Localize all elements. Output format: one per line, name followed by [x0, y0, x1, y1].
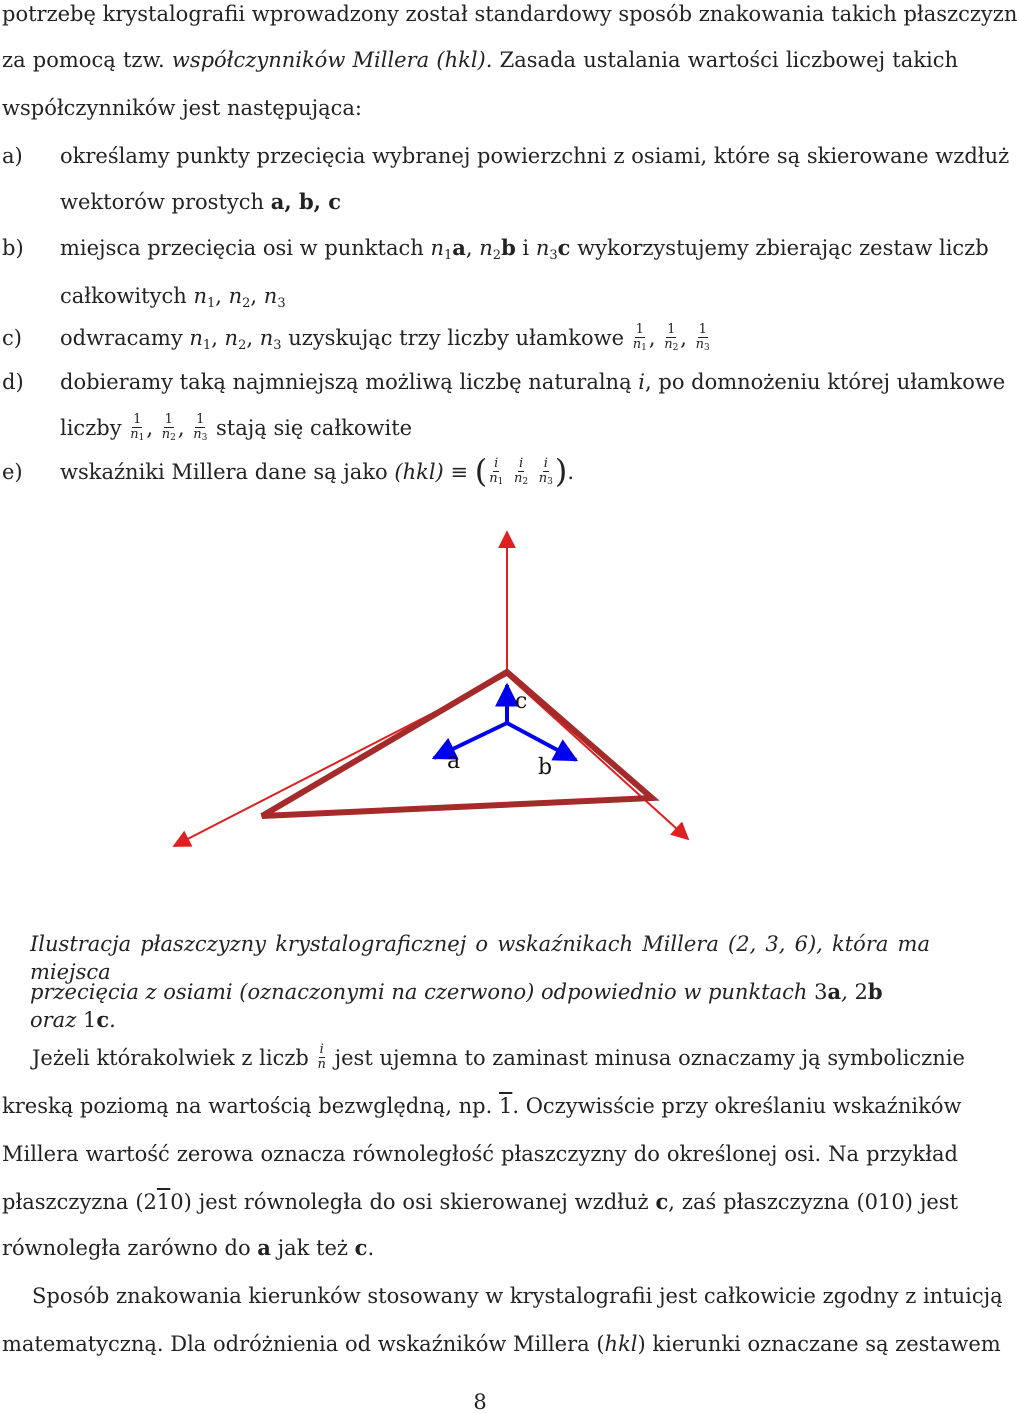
label-c: c — [515, 689, 528, 714]
axis-b — [507, 675, 688, 839]
list-item-e: e) wskaźniki Millera dane są jako (hkl) ≡ ( $\frac{i}{n_1}$ $\frac{i}{n_2}$ $\frac{i}{n_3}$ ). — [2, 451, 575, 490]
para2-line5: równoległa zarówno do a jak też c. — [2, 1235, 375, 1260]
para2-line2: kreską poziomą na wartością bezwględną, np. 1. Oczywisście przy określaniu wskaźników — [2, 1094, 962, 1118]
list-item-b-cont: całkowitych $n_1$, $n_2$, $n_3$ — [60, 284, 286, 311]
para3-line2: matematyczną. Dla odróżnienia od wskaźników Millera (hkl) kierunki oznaczane są zestawem — [2, 1332, 1001, 1356]
fraction-1-n1: $\frac{1}{n_1}$ — [632, 322, 647, 353]
para2-line1: Jeżeli którakolwiek z liczb $\frac{i}{n}$ jest ujemna to zaminast minusa oznaczamy ją symbolicznie — [32, 1042, 965, 1072]
para1-line2: za pomocą tzw. współczynników Millera (hkl). Zasada ustalania wartości liczbowej takich — [2, 48, 958, 72]
label-b: b — [538, 755, 553, 780]
para2-line4: płaszczyzna (210) jest równoległa do osi skierowanej wzdłuż c, zaś płaszczyzna (010) jest — [2, 1189, 959, 1214]
fraction-1-n2: $\frac{1}{n_2}$ — [664, 322, 679, 353]
vector-a — [434, 723, 507, 758]
para2-line3: Millera wartość zerowa oznacza równoległość płaszczyzny do określonej osi. Na przykład — [2, 1142, 958, 1166]
page-number: 8 — [473, 1390, 487, 1414]
figure-caption-line2: przecięcia z osiami (oznaczonymi na czerwono) odpowiednio w punktach 3a, 2b oraz 1c. — [30, 979, 883, 1032]
para3-line1: Sposób znakowania kierunków stosowany w krystalografii jest całkowicie zgodny z intuicją — [32, 1284, 1003, 1308]
figure-caption-line1: Ilustracja płaszczyzny krystalograficznej o wskaźnikach Millera (2, 3, 6), która ma miejsca — [30, 932, 930, 984]
list-item-a: a) określamy punkty przecięcia wybranej powierzchni z osiami, które są skierowane wzdłuż — [2, 144, 1010, 168]
para1-line3: współczynników jest następująca: — [2, 96, 362, 120]
miller-plane-figure — [0, 520, 960, 900]
list-item-b: b) miejsca przecięcia osi w punktach $n_1a$, $n_2b$ i $n_3c$ wykorzystujemy zbierając zestaw liczb — [2, 235, 989, 263]
fraction-1-n3: $\frac{1}{n_3}$ — [695, 322, 710, 353]
list-item-d: d) dobieramy taką najmniejszą możliwą liczbę naturalną i, po domnożeniu której ułamkowe — [2, 370, 1006, 394]
label-a: a — [447, 749, 461, 774]
miller-plane-triangle — [262, 672, 652, 816]
para1-line1: potrzebę krystalografii wprowadzony został standardowy sposób znakowania takich płaszczyzn — [2, 2, 1017, 26]
list-item-d-cont: liczby $\frac{1}{n_1}$ , $\frac{1}{n_2}$ , $\frac{1}{n_3}$ stają się całkowite — [60, 412, 413, 443]
list-item-c: c) odwracamy $n_1$, $n_2$, $n_3$ uzyskując trzy liczby ułamkowe $\frac{1}{n_1}$ , $\frac{1}{n_2}$ , $\frac{1}{n_3}$ — [2, 322, 710, 353]
list-item-a-cont: wektorów prostych a, b, c — [60, 189, 342, 214]
